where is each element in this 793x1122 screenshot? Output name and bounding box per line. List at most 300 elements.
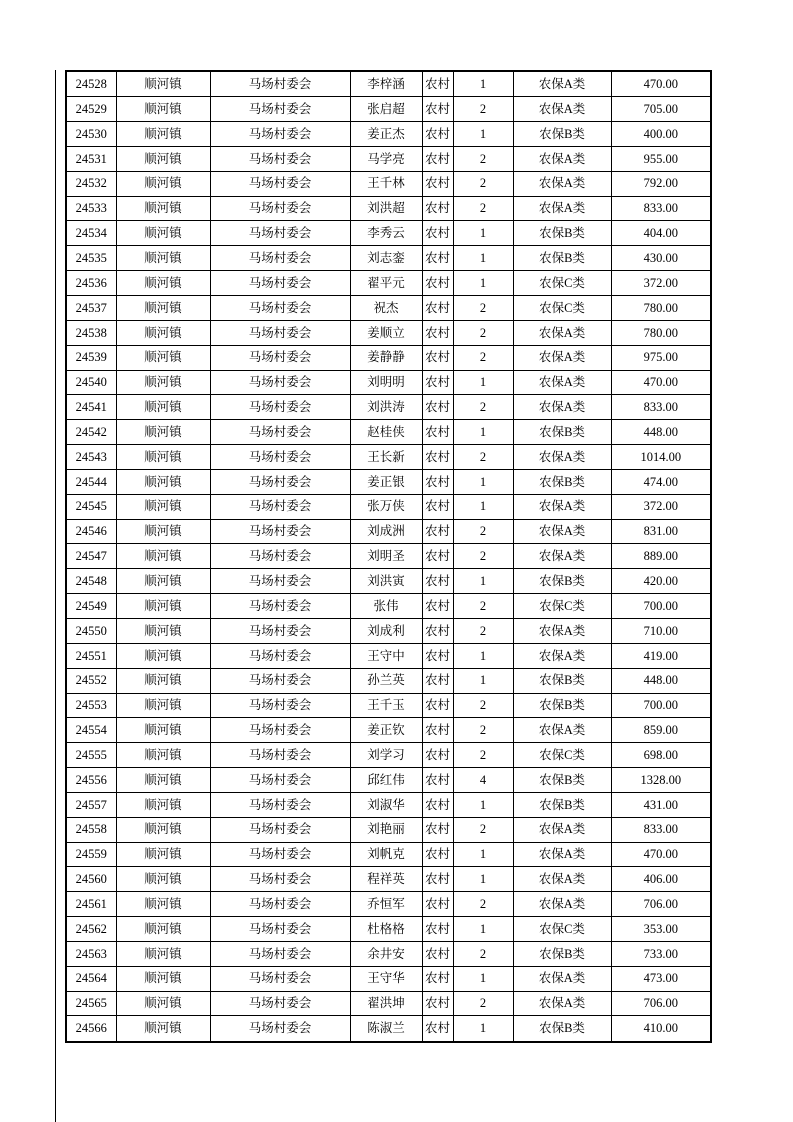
table-cell: 2 xyxy=(453,991,513,1016)
table-cell: 农村 xyxy=(422,370,453,395)
table-cell: 马学亮 xyxy=(350,146,422,171)
table-cell: 1 xyxy=(453,917,513,942)
table-cell: 马场村委会 xyxy=(210,420,350,445)
table-cell: 顺河镇 xyxy=(116,718,210,743)
table-cell: 农保B类 xyxy=(513,668,611,693)
table-cell: 刘成利 xyxy=(350,618,422,643)
table-cell: 刘成洲 xyxy=(350,519,422,544)
table-cell: 24544 xyxy=(66,469,116,494)
table-cell: 马场村委会 xyxy=(210,917,350,942)
table-cell: 24559 xyxy=(66,842,116,867)
table-cell: 705.00 xyxy=(611,97,711,122)
table-cell: 2 xyxy=(453,97,513,122)
table-cell: 2 xyxy=(453,146,513,171)
table-cell: 农村 xyxy=(422,768,453,793)
table-cell: 24551 xyxy=(66,643,116,668)
table-cell: 2 xyxy=(453,693,513,718)
table-cell: 刘明明 xyxy=(350,370,422,395)
table-cell: 马场村委会 xyxy=(210,494,350,519)
table-cell: 马场村委会 xyxy=(210,271,350,296)
table-cell: 马场村委会 xyxy=(210,693,350,718)
table-row xyxy=(66,296,711,321)
table-cell: 24545 xyxy=(66,494,116,519)
table-cell: 姜静静 xyxy=(350,345,422,370)
table-cell: 农村 xyxy=(422,991,453,1016)
table-row xyxy=(66,320,711,345)
table-cell: 农保A类 xyxy=(513,395,611,420)
table-cell: 农保B类 xyxy=(513,246,611,271)
table-cell: 农保C类 xyxy=(513,271,611,296)
table-cell: 刘淑华 xyxy=(350,792,422,817)
table-cell: 顺河镇 xyxy=(116,420,210,445)
table-cell: 24529 xyxy=(66,97,116,122)
table-cell: 顺河镇 xyxy=(116,842,210,867)
table-cell: 农保A类 xyxy=(513,196,611,221)
table-cell: 农保A类 xyxy=(513,544,611,569)
table-cell: 农村 xyxy=(422,469,453,494)
table-cell: 翟洪坤 xyxy=(350,991,422,1016)
table-cell: 农保A类 xyxy=(513,817,611,842)
table-cell: 马场村委会 xyxy=(210,817,350,842)
table-cell: 马场村委会 xyxy=(210,892,350,917)
table-cell: 王守中 xyxy=(350,643,422,668)
table-cell: 农村 xyxy=(422,693,453,718)
table-cell: 农保A类 xyxy=(513,320,611,345)
table-cell: 2 xyxy=(453,445,513,470)
table-cell: 农村 xyxy=(422,966,453,991)
table-cell: 农保C类 xyxy=(513,296,611,321)
table-cell: 农村 xyxy=(422,345,453,370)
table-cell: 陈淑兰 xyxy=(350,1016,422,1042)
table-cell: 24566 xyxy=(66,1016,116,1042)
table-cell: 农村 xyxy=(422,519,453,544)
table-row xyxy=(66,271,711,296)
table-body xyxy=(66,71,711,1042)
table-cell: 刘洪寅 xyxy=(350,569,422,594)
table-cell: 420.00 xyxy=(611,569,711,594)
table-cell: 24556 xyxy=(66,768,116,793)
table-row xyxy=(66,594,711,619)
table-cell: 马场村委会 xyxy=(210,221,350,246)
table-cell: 农保C类 xyxy=(513,743,611,768)
table-cell: 农保A类 xyxy=(513,718,611,743)
table-cell: 2 xyxy=(453,743,513,768)
table-cell: 顺河镇 xyxy=(116,643,210,668)
table-cell: 700.00 xyxy=(611,693,711,718)
table-cell: 农村 xyxy=(422,246,453,271)
table-cell: 24546 xyxy=(66,519,116,544)
table-cell: 农村 xyxy=(422,842,453,867)
table-cell: 农保A类 xyxy=(513,97,611,122)
table-cell: 24548 xyxy=(66,569,116,594)
table-cell: 顺河镇 xyxy=(116,196,210,221)
table-cell: 农村 xyxy=(422,196,453,221)
table-row xyxy=(66,370,711,395)
table-cell: 马场村委会 xyxy=(210,792,350,817)
table-cell: 2 xyxy=(453,345,513,370)
table-cell: 24532 xyxy=(66,171,116,196)
table-cell: 祝杰 xyxy=(350,296,422,321)
table-cell: 刘学习 xyxy=(350,743,422,768)
table-row xyxy=(66,991,711,1016)
table-cell: 831.00 xyxy=(611,519,711,544)
table-cell: 杜格格 xyxy=(350,917,422,942)
table-row xyxy=(66,718,711,743)
table-cell: 833.00 xyxy=(611,817,711,842)
table-cell: 顺河镇 xyxy=(116,892,210,917)
table-cell: 2 xyxy=(453,718,513,743)
table-cell: 24534 xyxy=(66,221,116,246)
table-cell: 马场村委会 xyxy=(210,469,350,494)
table-cell: 955.00 xyxy=(611,146,711,171)
table-cell: 1014.00 xyxy=(611,445,711,470)
table-row xyxy=(66,445,711,470)
table-cell: 2 xyxy=(453,892,513,917)
table-row xyxy=(66,221,711,246)
table-cell: 430.00 xyxy=(611,246,711,271)
table-cell: 2 xyxy=(453,519,513,544)
table-cell: 马场村委会 xyxy=(210,618,350,643)
table-cell: 农保B类 xyxy=(513,569,611,594)
table-row xyxy=(66,246,711,271)
table-cell: 410.00 xyxy=(611,1016,711,1042)
table-cell: 1 xyxy=(453,420,513,445)
table-cell: 农保A类 xyxy=(513,643,611,668)
table-cell: 24528 xyxy=(66,71,116,97)
table-cell: 24540 xyxy=(66,370,116,395)
table-cell: 406.00 xyxy=(611,867,711,892)
table-cell: 顺河镇 xyxy=(116,296,210,321)
table-cell: 1 xyxy=(453,1016,513,1042)
table-cell: 710.00 xyxy=(611,618,711,643)
table-cell: 农村 xyxy=(422,171,453,196)
table-cell: 王千林 xyxy=(350,171,422,196)
table-cell: 24547 xyxy=(66,544,116,569)
table-cell: 农村 xyxy=(422,618,453,643)
table-row xyxy=(66,395,711,420)
table-cell: 顺河镇 xyxy=(116,792,210,817)
table-cell: 马场村委会 xyxy=(210,146,350,171)
table-cell: 姜正钦 xyxy=(350,718,422,743)
table-row xyxy=(66,693,711,718)
table-cell: 2 xyxy=(453,296,513,321)
table-cell: 859.00 xyxy=(611,718,711,743)
table-cell: 顺河镇 xyxy=(116,395,210,420)
table-cell: 474.00 xyxy=(611,469,711,494)
table-cell: 农村 xyxy=(422,941,453,966)
table-cell: 马场村委会 xyxy=(210,370,350,395)
table-row xyxy=(66,792,711,817)
table-row xyxy=(66,618,711,643)
table-cell: 马场村委会 xyxy=(210,445,350,470)
table-cell: 24558 xyxy=(66,817,116,842)
table-row xyxy=(66,420,711,445)
table-cell: 顺河镇 xyxy=(116,246,210,271)
table-cell: 2 xyxy=(453,196,513,221)
table-cell: 353.00 xyxy=(611,917,711,942)
table-cell: 马场村委会 xyxy=(210,966,350,991)
table-cell: 程祥英 xyxy=(350,867,422,892)
table-cell: 顺河镇 xyxy=(116,171,210,196)
table-cell: 1 xyxy=(453,668,513,693)
table-cell: 顺河镇 xyxy=(116,146,210,171)
table-cell: 马场村委会 xyxy=(210,296,350,321)
table-cell: 农保A类 xyxy=(513,991,611,1016)
table-cell: 农村 xyxy=(422,643,453,668)
table-cell: 姜正银 xyxy=(350,469,422,494)
table-cell: 刘帆克 xyxy=(350,842,422,867)
table-cell: 农保B类 xyxy=(513,941,611,966)
table-cell: 24537 xyxy=(66,296,116,321)
table-cell: 农村 xyxy=(422,146,453,171)
pension-benefit-table xyxy=(65,70,712,1043)
table-cell: 1 xyxy=(453,271,513,296)
table-cell: 马场村委会 xyxy=(210,395,350,420)
table-row xyxy=(66,817,711,842)
table-cell: 农保B类 xyxy=(513,768,611,793)
table-cell: 448.00 xyxy=(611,420,711,445)
table-cell: 1 xyxy=(453,867,513,892)
table-cell: 翟平元 xyxy=(350,271,422,296)
table-cell: 马场村委会 xyxy=(210,991,350,1016)
table-cell: 王长新 xyxy=(350,445,422,470)
table-cell: 姜正杰 xyxy=(350,122,422,147)
table-cell: 24565 xyxy=(66,991,116,1016)
table-cell: 农村 xyxy=(422,494,453,519)
table-cell: 李梓涵 xyxy=(350,71,422,97)
table-cell: 1 xyxy=(453,370,513,395)
table-row xyxy=(66,917,711,942)
table-row xyxy=(66,97,711,122)
table-cell: 372.00 xyxy=(611,271,711,296)
table-cell: 24557 xyxy=(66,792,116,817)
table-cell: 张万侠 xyxy=(350,494,422,519)
table-row xyxy=(66,941,711,966)
table-cell: 马场村委会 xyxy=(210,842,350,867)
table-cell: 400.00 xyxy=(611,122,711,147)
table-cell: 姜顺立 xyxy=(350,320,422,345)
table-cell: 农村 xyxy=(422,271,453,296)
table-cell: 顺河镇 xyxy=(116,941,210,966)
table-cell: 24530 xyxy=(66,122,116,147)
table-cell: 顺河镇 xyxy=(116,122,210,147)
table-cell: 顺河镇 xyxy=(116,693,210,718)
table-cell: 农保A类 xyxy=(513,494,611,519)
table-row xyxy=(66,519,711,544)
table-cell: 马场村委会 xyxy=(210,544,350,569)
table-cell: 农保A类 xyxy=(513,519,611,544)
table-cell: 404.00 xyxy=(611,221,711,246)
table-cell: 24563 xyxy=(66,941,116,966)
table-cell: 470.00 xyxy=(611,842,711,867)
table-cell: 1 xyxy=(453,569,513,594)
table-cell: 马场村委会 xyxy=(210,743,350,768)
table-row xyxy=(66,1016,711,1042)
table-cell: 372.00 xyxy=(611,494,711,519)
page-margin-line xyxy=(55,70,56,1122)
table-cell: 431.00 xyxy=(611,792,711,817)
table-cell: 1 xyxy=(453,842,513,867)
table-cell: 1 xyxy=(453,122,513,147)
table-cell: 顺河镇 xyxy=(116,469,210,494)
table-cell: 马场村委会 xyxy=(210,246,350,271)
table-cell: 刘艳丽 xyxy=(350,817,422,842)
table-cell: 农村 xyxy=(422,221,453,246)
table-cell: 马场村委会 xyxy=(210,171,350,196)
table-cell: 24552 xyxy=(66,668,116,693)
table-cell: 农保A类 xyxy=(513,171,611,196)
table-cell: 2 xyxy=(453,320,513,345)
table-cell: 顺河镇 xyxy=(116,668,210,693)
table-cell: 农保A类 xyxy=(513,445,611,470)
table-cell: 农村 xyxy=(422,594,453,619)
table-cell: 780.00 xyxy=(611,320,711,345)
table-cell: 马场村委会 xyxy=(210,345,350,370)
table-cell: 2 xyxy=(453,171,513,196)
table-cell: 24533 xyxy=(66,196,116,221)
table-cell: 马场村委会 xyxy=(210,519,350,544)
table-cell: 2 xyxy=(453,618,513,643)
table-cell: 农村 xyxy=(422,792,453,817)
table-cell: 余井安 xyxy=(350,941,422,966)
table-cell: 833.00 xyxy=(611,196,711,221)
table-cell: 698.00 xyxy=(611,743,711,768)
table-cell: 24541 xyxy=(66,395,116,420)
table-cell: 马场村委会 xyxy=(210,196,350,221)
table-cell: 24550 xyxy=(66,618,116,643)
table-row xyxy=(66,345,711,370)
table-cell: 1 xyxy=(453,966,513,991)
table-cell: 1 xyxy=(453,792,513,817)
table-cell: 470.00 xyxy=(611,71,711,97)
table-cell: 马场村委会 xyxy=(210,768,350,793)
table-cell: 顺河镇 xyxy=(116,966,210,991)
table-cell: 24538 xyxy=(66,320,116,345)
table-row xyxy=(66,966,711,991)
table-cell: 刘志銮 xyxy=(350,246,422,271)
table-cell: 马场村委会 xyxy=(210,867,350,892)
table-cell: 农村 xyxy=(422,867,453,892)
table-cell: 1328.00 xyxy=(611,768,711,793)
table-cell: 24549 xyxy=(66,594,116,619)
table-cell: 2 xyxy=(453,941,513,966)
table-cell: 顺河镇 xyxy=(116,71,210,97)
table-cell: 农保A类 xyxy=(513,146,611,171)
table-cell: 乔恒军 xyxy=(350,892,422,917)
table-cell: 张启超 xyxy=(350,97,422,122)
table-cell: 农保B类 xyxy=(513,469,611,494)
table-cell: 马场村委会 xyxy=(210,320,350,345)
table-cell: 马场村委会 xyxy=(210,569,350,594)
table-cell: 农村 xyxy=(422,122,453,147)
table-cell: 王千玉 xyxy=(350,693,422,718)
table-cell: 农村 xyxy=(422,71,453,97)
table-cell: 赵桂侠 xyxy=(350,420,422,445)
table-cell: 顺河镇 xyxy=(116,97,210,122)
table-cell: 顺河镇 xyxy=(116,991,210,1016)
table-cell: 农村 xyxy=(422,395,453,420)
table-cell: 刘明圣 xyxy=(350,544,422,569)
table-row xyxy=(66,71,711,97)
table-cell: 24560 xyxy=(66,867,116,892)
table-cell: 473.00 xyxy=(611,966,711,991)
table-cell: 顺河镇 xyxy=(116,345,210,370)
table-cell: 24561 xyxy=(66,892,116,917)
table-cell: 顺河镇 xyxy=(116,594,210,619)
table-cell: 张伟 xyxy=(350,594,422,619)
table-cell: 顺河镇 xyxy=(116,917,210,942)
table-cell: 农保A类 xyxy=(513,966,611,991)
table-cell: 马场村委会 xyxy=(210,97,350,122)
table-cell: 农村 xyxy=(422,569,453,594)
table-cell: 1 xyxy=(453,221,513,246)
table-cell: 顺河镇 xyxy=(116,544,210,569)
table-row xyxy=(66,892,711,917)
table-cell: 农村 xyxy=(422,917,453,942)
table-cell: 农村 xyxy=(422,668,453,693)
table-cell: 农保B类 xyxy=(513,792,611,817)
table-cell: 24535 xyxy=(66,246,116,271)
table-cell: 农村 xyxy=(422,420,453,445)
table-cell: 733.00 xyxy=(611,941,711,966)
table-cell: 2 xyxy=(453,594,513,619)
table-cell: 农村 xyxy=(422,445,453,470)
table-cell: 448.00 xyxy=(611,668,711,693)
table-cell: 农村 xyxy=(422,892,453,917)
table-cell: 农保A类 xyxy=(513,842,611,867)
table-row xyxy=(66,569,711,594)
table-cell: 农村 xyxy=(422,320,453,345)
table-cell: 马场村委会 xyxy=(210,122,350,147)
table-cell: 刘洪超 xyxy=(350,196,422,221)
table-row xyxy=(66,867,711,892)
table-cell: 24543 xyxy=(66,445,116,470)
table-cell: 706.00 xyxy=(611,991,711,1016)
table-row xyxy=(66,171,711,196)
table-cell: 顺河镇 xyxy=(116,221,210,246)
table-cell: 农保B类 xyxy=(513,420,611,445)
table-cell: 780.00 xyxy=(611,296,711,321)
table-cell: 农保C类 xyxy=(513,917,611,942)
table-cell: 马场村委会 xyxy=(210,1016,350,1042)
table-cell: 24536 xyxy=(66,271,116,296)
table-row xyxy=(66,122,711,147)
table-cell: 农村 xyxy=(422,743,453,768)
table-cell: 24553 xyxy=(66,693,116,718)
table-row xyxy=(66,494,711,519)
table-cell: 2 xyxy=(453,395,513,420)
table-cell: 24564 xyxy=(66,966,116,991)
table-cell: 24542 xyxy=(66,420,116,445)
table-cell: 农村 xyxy=(422,296,453,321)
table-cell: 王守华 xyxy=(350,966,422,991)
table-cell: 顺河镇 xyxy=(116,618,210,643)
table-row xyxy=(66,668,711,693)
table-cell: 顺河镇 xyxy=(116,817,210,842)
table-cell: 1 xyxy=(453,494,513,519)
table-cell: 833.00 xyxy=(611,395,711,420)
table-cell: 农保B类 xyxy=(513,1016,611,1042)
table-cell: 1 xyxy=(453,71,513,97)
table-row xyxy=(66,768,711,793)
table-row xyxy=(66,146,711,171)
table-cell: 24554 xyxy=(66,718,116,743)
table-cell: 马场村委会 xyxy=(210,668,350,693)
table-cell: 706.00 xyxy=(611,892,711,917)
table-cell: 2 xyxy=(453,544,513,569)
table-row xyxy=(66,643,711,668)
table-cell: 顺河镇 xyxy=(116,445,210,470)
